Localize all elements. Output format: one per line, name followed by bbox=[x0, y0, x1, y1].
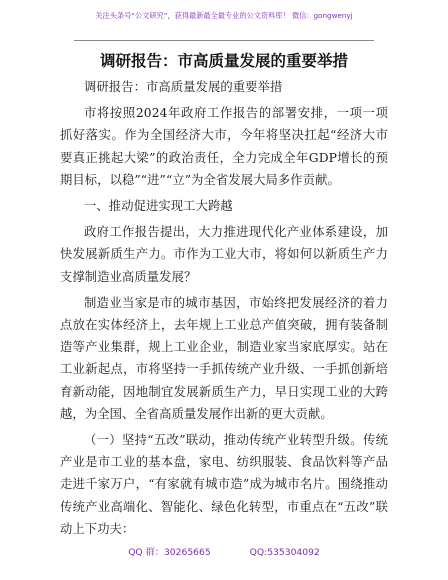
footer-qq-number: QQ:535304092 bbox=[249, 547, 320, 558]
document-title: 调研报告：市高质量发展的重要举措 bbox=[99, 51, 348, 70]
header-divider bbox=[74, 40, 374, 41]
footer-contact bbox=[0, 544, 448, 558]
subsection-paragraph: （一）坚持“五改”联动，推动传统产业转型升级。传统产业是市工业的基本盘，家电、纺织服装、食品饮料等产品走进千家万户，“有家就有城市造”成为城市名片。围绕推动传统产业高端化、智能化、绿色化转型，市重点在“五改”联动上下功夫： bbox=[60, 433, 388, 536]
subtitle-paragraph: 调研报告：市高质量发展的重要举措 bbox=[84, 80, 283, 94]
document-body bbox=[60, 76, 388, 544]
header-note: 关注头条号“公文研究”，获得最新最全最专业的公文资料库！ 微信：gongwenyj bbox=[95, 11, 353, 20]
intro-paragraph: 市将按照2024年政府工作报告的部署安排，一项一项抓好落实。作为全国经济大市，今年将坚决扛起“经济大市要真正挑起大梁”的政治责任，全力完成全年GDP增长的预期目标，以稳”“进”“立”为全省发展大局多作贡献。 bbox=[60, 106, 388, 187]
body-paragraph: 政府工作报告提出，大力推进现代化产业体系建设，加快发展新质生产力。市作为工业大市，将如何以新质生产力支撑制造业高质量发展？ bbox=[60, 225, 388, 284]
footer-qq-group: QQ 群：30265665 bbox=[128, 547, 211, 558]
body-paragraph: 制造业当家是市的城市基因，市始终把发展经济的着力点放在实体经济上，去年规上工业总产值突破，拥有装备制造等产业集群，规上工业企业，制造业家当家底厚实。站在工业新起点，市将坚持一手抓传统产业升级、一手抓创新培育新动能，因地制宜发展新质生产力，早日实现工业的大跨越，为全国、全省高质量发展作出新的更大贡献。 bbox=[60, 295, 388, 421]
section-heading: 一、推动促进实现工大跨越 bbox=[84, 199, 233, 214]
